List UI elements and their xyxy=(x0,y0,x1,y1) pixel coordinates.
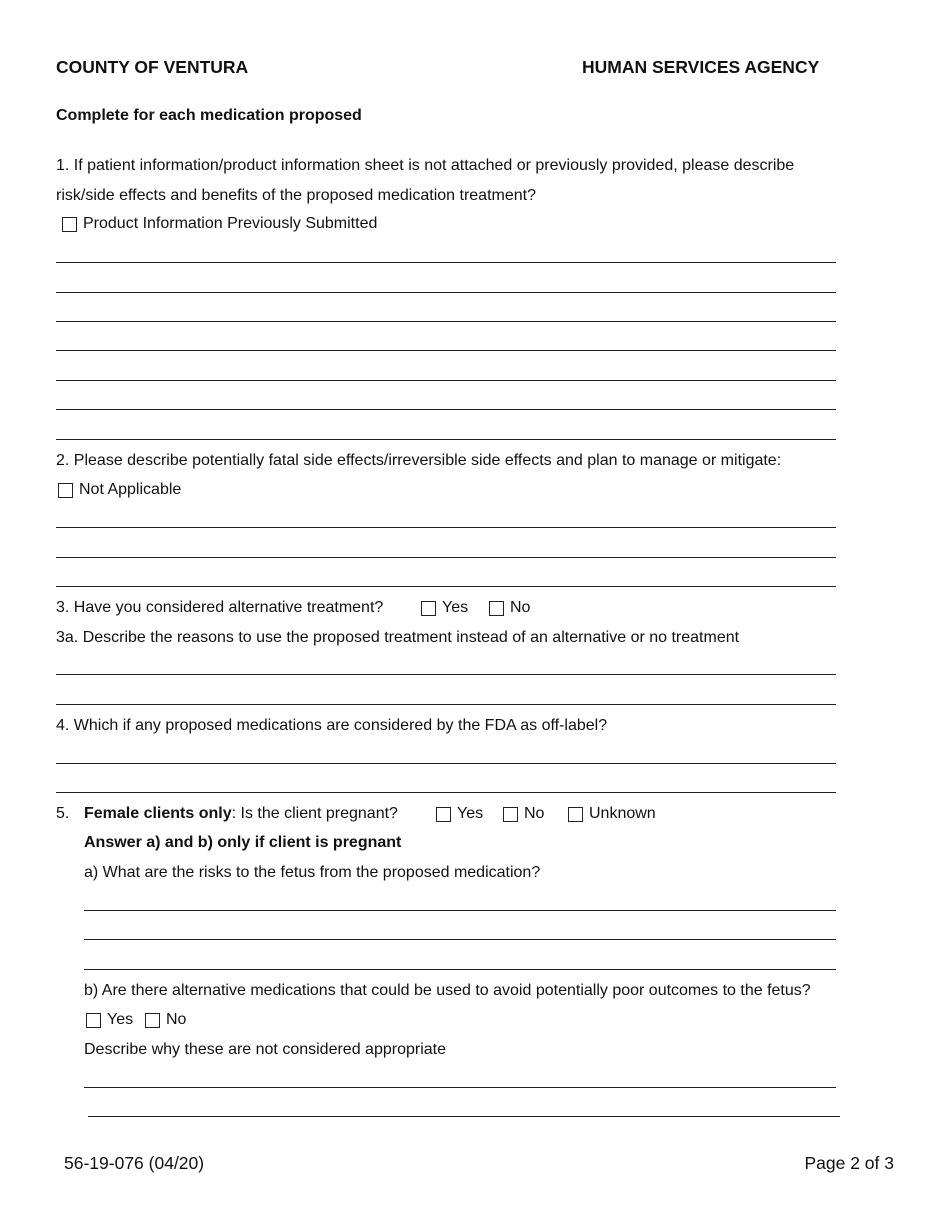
q5-instruction: Answer a) and b) only if client is pregnant xyxy=(84,834,402,851)
q5-question xyxy=(84,804,398,824)
q3a-answer-line-1[interactable] xyxy=(56,674,836,675)
page-number: Page 2 of 3 xyxy=(804,1153,894,1173)
q3-yes-checkbox[interactable] xyxy=(421,601,436,616)
not-applicable-checkbox[interactable] xyxy=(58,483,73,498)
q5a-answer-line-2[interactable] xyxy=(84,939,836,940)
q2-not-applicable-option xyxy=(58,480,181,500)
q5b-describe-text: Describe why these are not considered appropriate xyxy=(84,1041,446,1058)
q2-text: 2. Please describe potentially fatal side effects/irreversible side effects and plan to manage or mitigate: xyxy=(56,452,782,469)
q5b-yes-label: Yes xyxy=(107,1011,134,1028)
q2-answer-line-3[interactable] xyxy=(56,586,836,587)
q5b-yes-option xyxy=(86,1010,133,1030)
q1-answer-line-6[interactable] xyxy=(56,409,836,410)
q5-no-option xyxy=(503,804,544,824)
q2-answer-line-2[interactable] xyxy=(56,557,836,558)
q5a-answer-line-1[interactable] xyxy=(84,910,836,911)
not-applicable-checkbox-label: Not Applicable xyxy=(79,481,182,498)
q5-unknown-option xyxy=(568,804,656,824)
q5b-no-checkbox[interactable] xyxy=(145,1013,160,1028)
product-info-checkbox[interactable] xyxy=(62,217,77,232)
q5-unknown-label: Unknown xyxy=(589,805,656,822)
form-number: 56-19-076 (04/20) xyxy=(64,1153,205,1173)
q1-text-line2: risk/side effects and benefits of the proposed medication treatment? xyxy=(56,187,536,204)
q3a-text: 3a. Describe the reasons to use the proposed treatment instead of an alternative or no treatment xyxy=(56,629,740,646)
q5b-yes-checkbox[interactable] xyxy=(86,1013,101,1028)
intro-heading: Complete for each medication proposed xyxy=(56,107,362,124)
q5a-answer-line-3[interactable] xyxy=(84,969,836,970)
q5-yes-checkbox[interactable] xyxy=(436,807,451,822)
q2-answer-line-1[interactable] xyxy=(56,527,836,528)
q3a-answer-line-2[interactable] xyxy=(56,704,836,705)
q3-no-checkbox[interactable] xyxy=(489,601,504,616)
q3-text: 3. Have you considered alternative treatment? xyxy=(56,599,384,616)
q1-product-info-option xyxy=(62,214,377,234)
q5-yes-option xyxy=(436,804,483,824)
q5-no-label: No xyxy=(524,805,545,822)
q4-answer-line-1[interactable] xyxy=(56,763,836,764)
q3-yes-option xyxy=(421,598,468,618)
q5b-answer-line-2[interactable] xyxy=(88,1116,840,1117)
county-title: COUNTY OF VENTURA xyxy=(56,57,249,77)
q5b-no-option xyxy=(145,1010,186,1030)
product-info-checkbox-label: Product Information Previously Submitted xyxy=(83,215,378,232)
q3-no-option xyxy=(489,598,530,618)
q1-answer-line-4[interactable] xyxy=(56,350,836,351)
q4-text: 4. Which if any proposed medications are considered by the FDA as off-label? xyxy=(56,717,608,734)
q5-number: 5. xyxy=(56,805,70,822)
q5b-answer-line-1[interactable] xyxy=(84,1087,836,1088)
q4-answer-line-2[interactable] xyxy=(56,792,836,793)
q5-yes-label: Yes xyxy=(457,805,484,822)
q5a-text: a) What are the risks to the fetus from the proposed medication? xyxy=(84,864,541,881)
q1-answer-line-3[interactable] xyxy=(56,321,836,322)
q1-text-line1: 1. If patient information/product information sheet is not attached or previously provided, please describe xyxy=(56,157,795,174)
q1-answer-line-1[interactable] xyxy=(56,262,836,263)
agency-title: HUMAN SERVICES AGENCY xyxy=(582,57,820,77)
q3-yes-label: Yes xyxy=(442,599,469,616)
q1-answer-line-5[interactable] xyxy=(56,380,836,381)
q5b-no-label: No xyxy=(166,1011,187,1028)
q5-bold-lead: Female clients only xyxy=(84,805,232,822)
q5-unknown-checkbox[interactable] xyxy=(568,807,583,822)
q1-answer-line-2[interactable] xyxy=(56,292,836,293)
q1-answer-line-7[interactable] xyxy=(56,439,836,440)
q5-no-checkbox[interactable] xyxy=(503,807,518,822)
q5-question-text: : Is the client pregnant? xyxy=(231,805,398,822)
q3-no-label: No xyxy=(510,599,531,616)
q5b-text: b) Are there alternative medications that could be used to avoid potentially poor outcomes to the fetus? xyxy=(84,982,811,999)
